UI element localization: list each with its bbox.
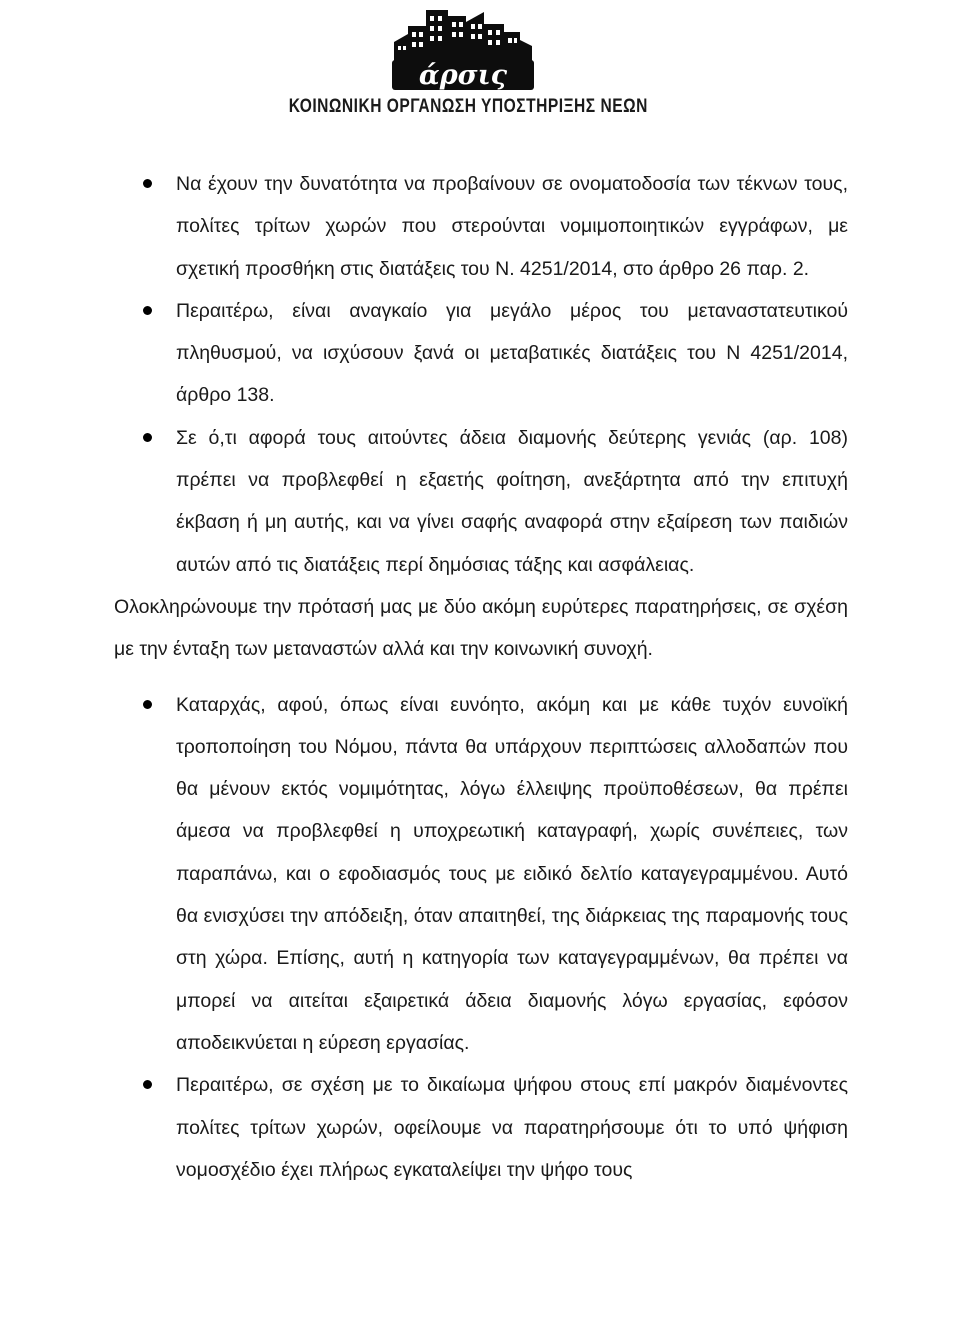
- logo-wordmark: άρσις: [418, 60, 508, 91]
- body-paragraph: Ολοκληρώνουμε την πρότασή μας με δύο ακόμη ευρύτερες παρατηρήσεις, σε σχέση με την ένταξη των μεταναστών αλλά και την κοινωνική συνοχή.: [114, 595, 848, 661]
- bullet-icon: [143, 306, 152, 315]
- list-item-text: Περαιτέρω, σε σχέση με το δικαίωμα ψήφου στους επί μακρόν διαμένοντες πολίτες τρίτων χωρών, οφείλουμε να παρατηρήσουμε ότι το υπό ψήφιση νομοσχέδιο έχει πλήρως εγκαταλείψει την ψήφο τους: [176, 1074, 848, 1181]
- list-item: [176, 417, 848, 586]
- list-item: [176, 684, 848, 1065]
- list-item-text: Σε ό,τι αφορά τους αιτούντες άδεια διαμονής δεύτερης γενιάς (αρ. 108) πρέπει να προβλεφθεί η εξαετής φοίτηση, ανεξάρτητα από την επιτυχή έκβαση ή μη αυτής, και να γίνει σαφής αναφορά στην εξαίρεση των παιδιών αυτών από τις διατάξεις περί δημόσιας τάξης και ασφάλειας.: [176, 426, 848, 576]
- list-item: [176, 290, 848, 417]
- list-item-text: Καταρχάς, αφού, όπως είναι ευνόητο, ακόμη και με κάθε τυχόν ευνοϊκή τροποποίηση του Νόμου, πάντα θα υπάρχουν περιπτώσεις αλλοδαπών που θα μένουν εκτός νομιμότητας, λόγω έλλειψης προϋποθέσεων, θα πρέπει άμεσα να προβλεφθεί η υποχρεωτική καταγραφή, χωρίς συνέπειες, των παραπάνω, και ο εφοδιασμός τους με ειδικό δελτίο καταγεγραμμένου. Αυτό θα ενισχύσει την απόδειξη, όταν απαιτηθεί, της διάρκειας της παραμονής τους στη χώρα. Επίσης, αυτή η κατηγορία των καταγεγραμμένων, θα πρέπει να μπορεί να αιτείται εξαιρετικά άδεια διαμονής λόγω εργασίας, εφόσον αποδεικνύεται η εύρεση εργασίας.: [176, 693, 848, 1054]
- bullet-list-1: [0, 163, 960, 586]
- arsis-logo: [388, 2, 538, 94]
- document-body: [0, 163, 960, 1191]
- section-spacer: [0, 671, 960, 684]
- bullet-icon: [143, 700, 152, 709]
- bullet-icon: [143, 433, 152, 442]
- bullet-icon: [143, 1080, 152, 1089]
- list-item-text: Να έχουν την δυνατότητα να προβαίνουν σε ονοματοδοσία των τέκνων τους, πολίτες τρίτων χωρών που στερούνται νομιμοποιητικών εγγράφων, με σχετική προσθήκη στις διατάξεις του Ν. 4251/2014, στο άρθρο 26 παρ. 2.: [176, 173, 848, 280]
- letterhead: [0, 0, 960, 130]
- list-item: [176, 163, 848, 290]
- list-item: [176, 1064, 848, 1191]
- bullet-icon: [143, 179, 152, 188]
- list-item-text: Περαιτέρω, είναι αναγκαίο για μεγάλο μέρος του μεταναστατευτικού πληθυσμού, να ισχύσουν ξανά οι μεταβατικές διατάξεις του Ν 4251/2014, άρθρο 138.: [176, 299, 848, 407]
- bullet-list-2: [0, 684, 960, 1192]
- organization-name: ΚΟΙΝΩΝΙΚΗ ΟΡΓΑΝΩΣΗ ΥΠΟΣΤΗΡΙΞΗΣ ΝΕΩΝ: [288, 96, 648, 117]
